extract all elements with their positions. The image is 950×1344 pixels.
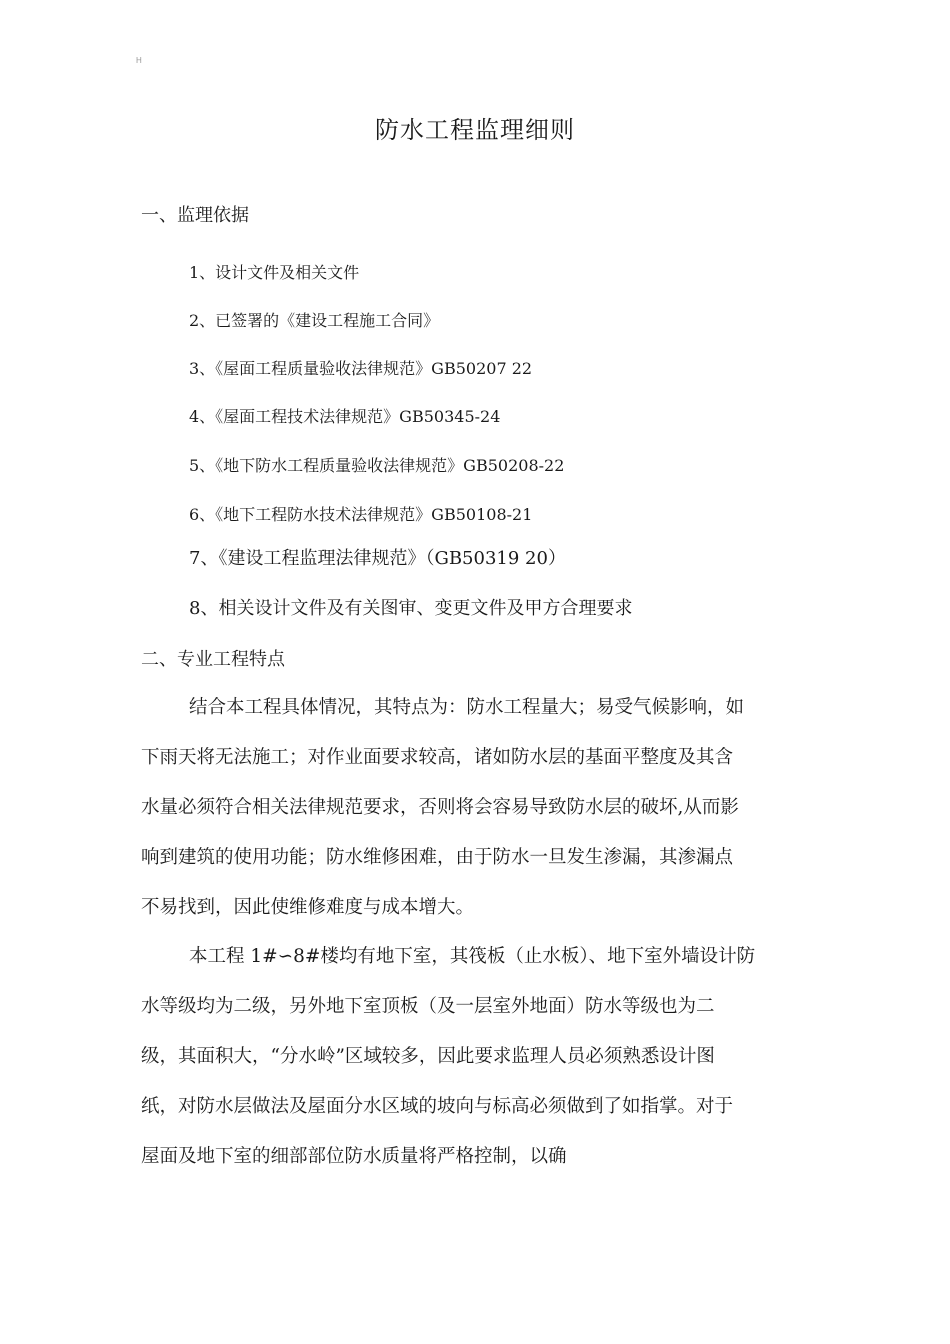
paragraph-1-line-3: 水量必须符合相关法律规范要求，否则将会容易导致防水层的破坏,从而影 — [141, 797, 739, 818]
basis-item-5: 5、《地下防水工程质量验收法律规范》GB50208-22 — [189, 456, 565, 475]
basis-item-3: 3、《屋面工程质量验收法律规范》GB50207 22 — [189, 359, 533, 378]
basis-item-8: 8、相关设计文件及有关图审、变更文件及甲方合理要求 — [189, 598, 633, 619]
paragraph-2-line-4: 纸，对防水层做法及屋面分水区域的坡向与标高必须做到了如指掌。对于 — [141, 1096, 734, 1117]
document-title: 防水工程监理细则 — [375, 116, 575, 144]
section-heading-features: 二、专业工程特点 — [141, 649, 285, 670]
basis-item-6: 6、《地下工程防水技术法律规范》GB50108-21 — [189, 505, 533, 524]
basis-item-7: 7、《建设工程监理法律规范》（GB50319 20） — [189, 548, 566, 569]
paragraph-2-line-2: 水等级均为二级，另外地下室顶板（及一层室外地面）防水等级也为二 — [141, 996, 715, 1017]
basis-item-1: 1、设计文件及相关文件 — [189, 263, 360, 282]
header-mark: H — [136, 56, 142, 65]
paragraph-2-line-1: 本工程 1#∽8#楼均有地下室，其筏板（止水板）、地下室外墙设计防 — [189, 946, 756, 967]
paragraph-2-line-5: 屋面及地下室的细部部位防水质量将严格控制，以确 — [141, 1146, 567, 1167]
paragraph-2-line-3: 级，其面积大，“分水岭”区域较多，因此要求监理人员必须熟悉设计图 — [141, 1046, 715, 1067]
paragraph-1-line-5: 不易找到，因此使维修难度与成本增大。 — [141, 897, 475, 918]
basis-item-4: 4、《屋面工程技术法律规范》GB50345-24 — [189, 407, 501, 426]
basis-item-2: 2、已签署的《建设工程施工合同》 — [189, 311, 440, 330]
paragraph-1-line-2: 下雨天将无法施工；对作业面要求较高，诸如防水层的基面平整度及其含 — [141, 747, 734, 768]
section-heading-basis: 一、监理依据 — [141, 205, 249, 226]
paragraph-1-line-1: 结合本工程具体情况，其特点为：防水工程量大；易受气候影响，如 — [189, 697, 745, 718]
paragraph-1-line-4: 响到建筑的使用功能；防水维修困难，由于防水一旦发生渗漏，其渗漏点 — [141, 847, 734, 868]
